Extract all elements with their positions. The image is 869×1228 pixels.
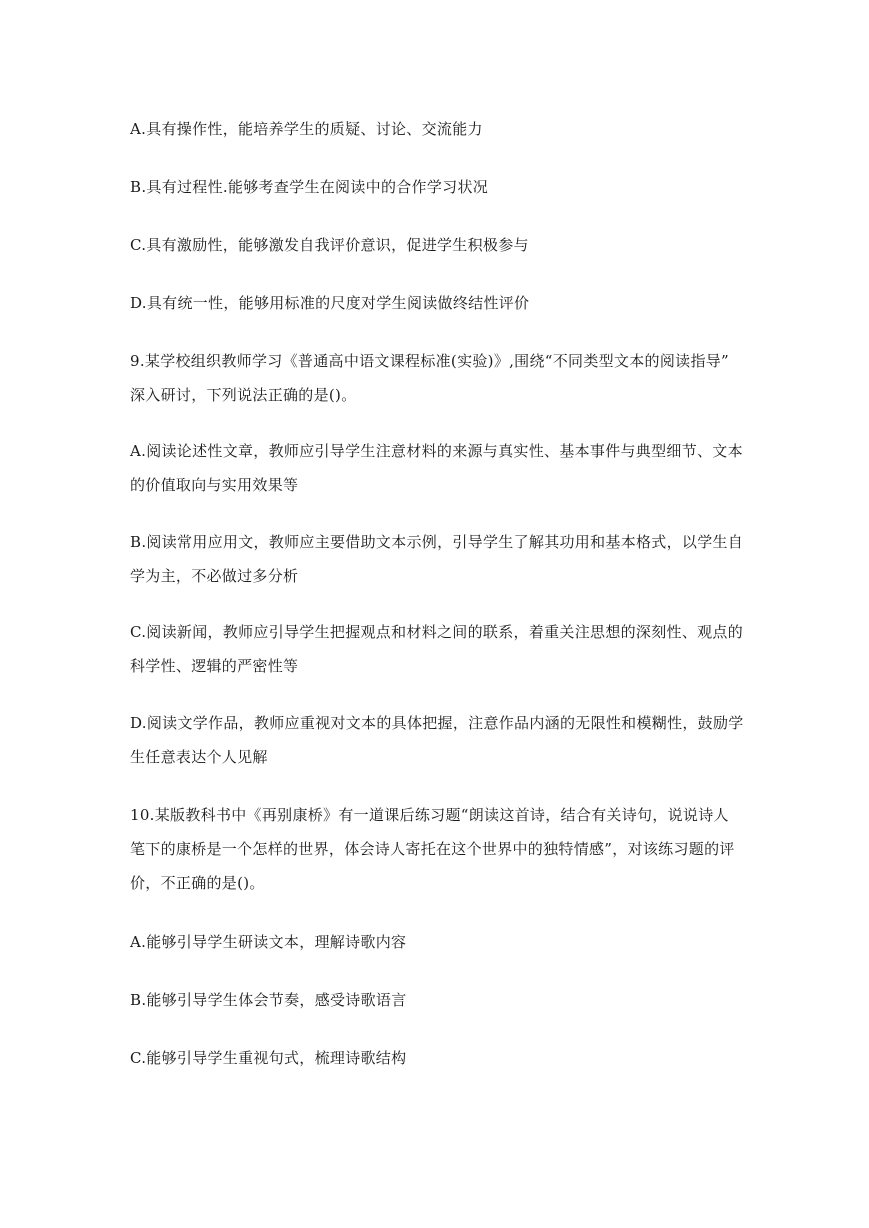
text-line: 深入研讨，下列说法正确的是()。: [130, 386, 357, 404]
q9-stem: [130, 344, 750, 412]
text-line: D.具有统一性，能够用标准的尺度对学生阅读做终结性评价: [130, 294, 530, 312]
text-line: D.阅读文学作品，教师应重视对文本的具体把握，注意作品内涵的无限性和模糊性，鼓励学: [130, 714, 744, 732]
q9-option-c: [130, 615, 750, 683]
text-line: B.具有过程性.能够考查学生在阅读中的合作学习状况: [130, 178, 489, 196]
text-line: 科学性、逻辑的严密性等: [130, 657, 299, 675]
text-line: C.阅读新闻，教师应引导学生把握观点和材料之间的联系，着重关注思想的深刻性、观点的: [130, 623, 744, 641]
text-line: 生任意表达个人见解: [130, 748, 268, 766]
text-line: A.阅读论述性文章，教师应引导学生注意材料的来源与真实性、基本事件与典型细节、文本: [130, 442, 743, 460]
q9-option-d: [130, 706, 750, 774]
text-line: B.能够引导学生体会节奏，感受诗歌语言: [130, 991, 407, 1009]
text-line: 10.某版教科书中《再别康桥》有一道课后练习题“朗读这首诗，结合有关诗句，说说诗人: [130, 806, 729, 824]
q8-option-c: [130, 228, 750, 262]
text-line: 9.某学校组织教师学习《普通高中语文课程标准(实验)》,围绕“不同类型文本的阅读指导”: [130, 352, 730, 370]
text-line: 的价值取向与实用效果等: [130, 476, 299, 494]
q9-option-a: [130, 434, 750, 502]
q10-option-c: [130, 1041, 750, 1075]
text-line: A.具有操作性，能培养学生的质疑、讨论、交流能力: [130, 120, 483, 138]
text-line: C.具有激励性，能够激发自我评价意识，促进学生积极参与: [130, 236, 529, 254]
q8-option-d: [130, 286, 750, 320]
q8-option-b: [130, 170, 750, 204]
text-line: C.能够引导学生重视句式，梳理诗歌结构: [130, 1049, 407, 1067]
q8-option-a: [130, 112, 750, 146]
text-line: A.能够引导学生研读文本，理解诗歌内容: [130, 933, 407, 951]
text-line: 笔下的康桥是一个怎样的世界，体会诗人寄托在这个世界中的独特情感”，对该练习题的评: [130, 840, 735, 858]
q10-option-a: [130, 925, 750, 959]
q10-stem: [130, 798, 750, 900]
q9-option-b: [130, 525, 750, 593]
text-line: 学为主，不必做过多分析: [130, 567, 299, 585]
text-line: B.阅读常用应用文，教师应主要借助文本示例，引导学生了解其功用和基本格式，以学生自: [130, 533, 744, 551]
text-line: 价，不正确的是()。: [130, 874, 265, 892]
q10-option-b: [130, 983, 750, 1017]
